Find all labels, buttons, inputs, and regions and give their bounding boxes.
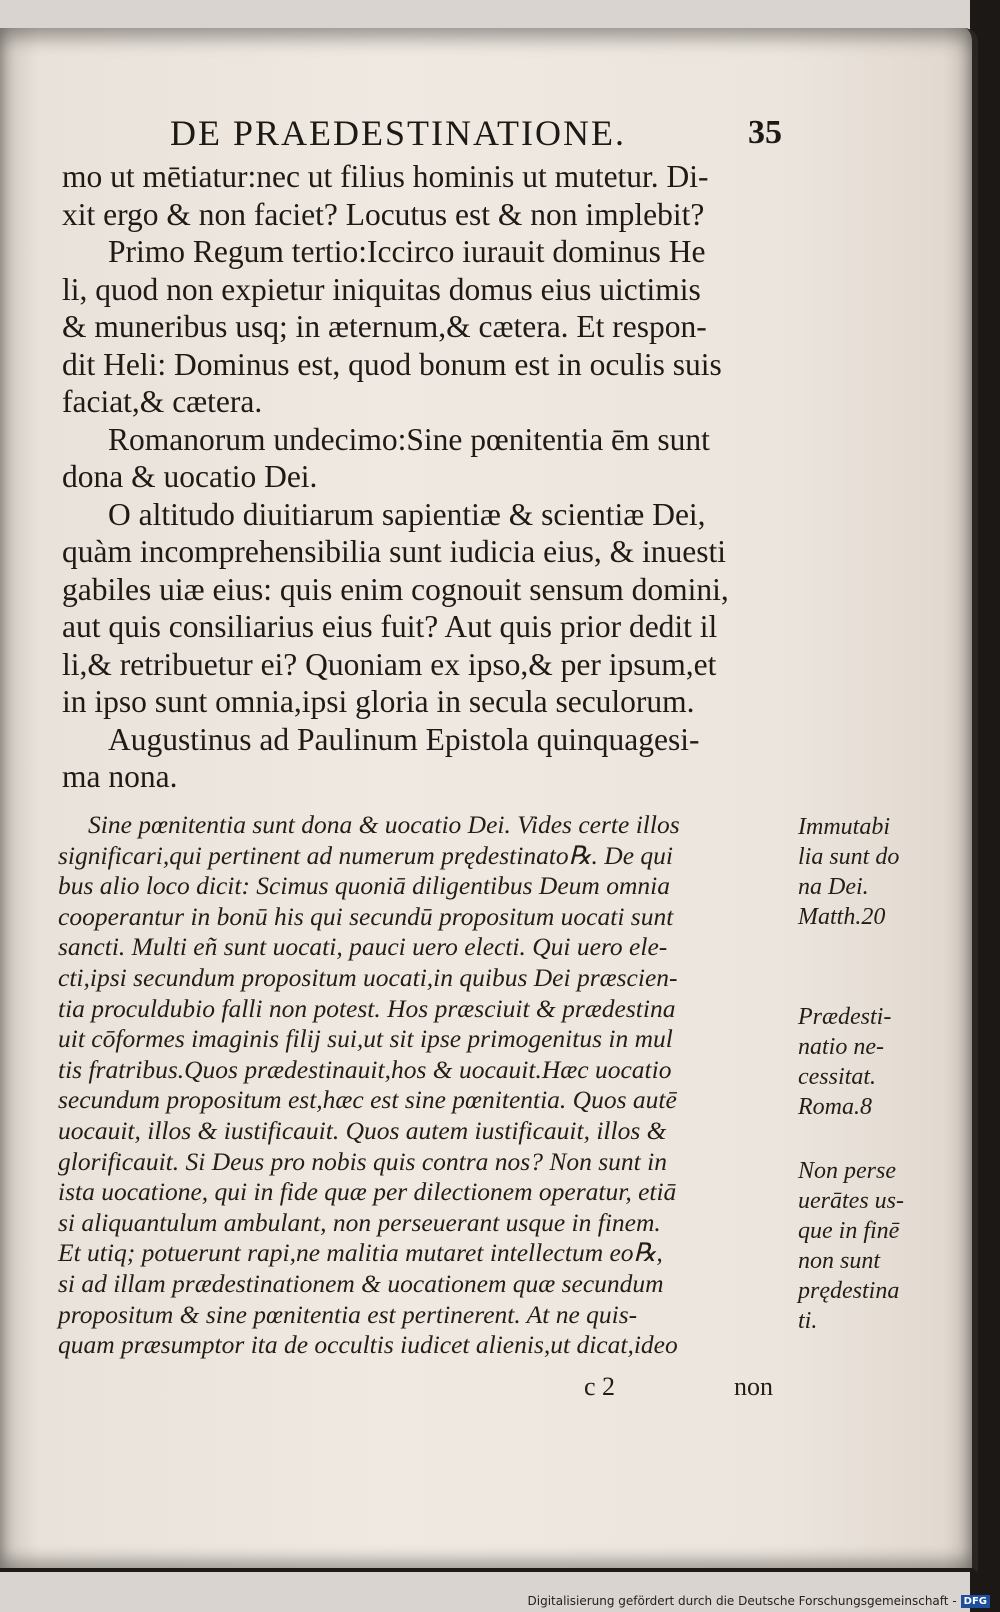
text-line: O altitudo diuitiarum sapientiæ & scientiæ Dei, [108,496,706,532]
quote-line: secundum propositum est,hæc est sine pœnitentia. Quos autē [58,1085,677,1115]
margin-note-line: Prædesti- [798,1004,892,1030]
text-line: xit ergo & non faciet? Locutus est & non implebit? [62,196,705,232]
quote-line: Et utiq; potuerunt rapi,ne malitia mutaret intellectum eo℞, [58,1238,663,1268]
quote-line: uocauit, illos & iustificauit. Quos autem iustificauit, illos & [58,1115,667,1145]
text-line: Augustinus ad Paulinum Epistola quinquagesi- [108,721,700,757]
text-line: aut quis consiliarius eius fuit? Aut quis prior dedit il [62,609,718,644]
margin-note-line: na Dei. [798,874,869,900]
margin-note-perseverance [798,1156,928,1336]
quote-line: cooperantur in bonū his qui secundū propositum uocati sunt [58,901,674,931]
margin-note-line: Roma.8 [798,1094,872,1120]
text-line: li,& retribuetur ei? Quoniam ex ipso,& per ipsum,et [62,646,717,682]
quote-line: tia proculdubio falli non potest. Hos præsciuit & prædestina [58,993,676,1023]
quote-line: cti,ipsi secundum propositum uocati,in quibus Dei præscien- [58,962,678,992]
margin-note-line: prędestina [798,1278,900,1304]
margin-note-line: uerātes us- [798,1188,904,1214]
text-line: mo ut mētiatur:nec ut filius hominis ut mutetur. Di- [62,159,709,194]
text-line: Primo Regum tertio:Iccirco iurauit dominus He [108,234,706,269]
quote-line: tis fratribus.Quos prædestinauit,hos & uocauit.Hæc uocatio [58,1054,672,1084]
margin-note-line: non sunt [798,1248,881,1274]
quote-line: si aliquantulum ambulant, non perseuerant usque in finem. [58,1207,661,1237]
text-line: in ipso sunt omnia,ipsi gloria in secula seculorum. [62,684,695,719]
running-title: DE PRAEDESTINATIONE. [170,113,626,153]
text-line: li, quod non expietur iniquitas domus eius uictimis [62,271,701,307]
text-line: & muneribus usq; in æternum,& cætera. Et respon- [62,309,707,344]
text-line: dit Heli: Dominus est, quod bonum est in oculis suis [62,346,722,382]
quote-line: glorificauit. Si Deus pro nobis quis contra nos? Non sunt in [58,1146,667,1176]
margin-note-line: ti. [798,1308,818,1334]
text-line: Romanorum undecimo:Sine pœnitentia ēm sunt [108,421,710,457]
quote-line: uit cōformes imaginis filij sui,ut sit ipse primogenitus in mul [58,1024,673,1054]
margin-note-line: Matth.20 [798,904,886,930]
quote-line: sancti. Multi eñ sunt uocati, pauci uero electi. Qui uero ele- [58,932,668,962]
quote-line: ista uocatione, qui in fide quæ per dilectionem operatur, etiā [58,1177,677,1207]
text-line: quàm incomprehensibilia sunt iudicia eius, & inuesti [62,534,727,569]
margin-note-line: lia sunt do [798,844,900,870]
margin-note-line: Immutabi [798,814,890,840]
augustine-quotation [58,810,788,1361]
text-line: faciat,& cætera. [62,384,263,419]
margin-note-line: que in finē [798,1218,900,1244]
main-text-block [62,158,782,796]
text-line: ma nona. [62,759,178,794]
signature-mark: c 2 [584,1372,616,1401]
quote-line: propositum & sine pœnitentia est pertinerent. At ne quis- [58,1299,638,1329]
margin-note-line: natio ne- [798,1034,884,1060]
margin-note-necessity [798,1002,928,1122]
text-line: dona & uocatio Dei. [62,459,318,494]
folio-number: 35 [748,114,782,151]
text-line: gabiles uiæ eius: quis enim cognouit sensum domini, [62,571,729,607]
credit-text: Digitalisierung gefördert durch die Deutsche Forschungsgemeinschaft - [527,1594,957,1608]
quote-line: si ad illam prædestinationem & uocationem quæ secundum [58,1268,664,1298]
margin-note-line: cessitat. [798,1064,876,1090]
quote-line: bus alio loco dicit: Scimus quoniā diligentibus Deum omnia [58,871,670,901]
quote-line: significari,qui pertinent ad numerum prędestinato℞. De qui [58,840,673,870]
margin-note-line: Non perse [798,1158,896,1184]
catchword: non [734,1372,773,1401]
dfg-logo: DFG [961,1595,990,1608]
digitization-credit [528,1594,991,1608]
quote-line: Sine pœnitentia sunt dona & uocatio Dei. Vides certe illos [88,810,680,839]
quote-line: quam præsumptor ita de occultis iudicet alienis,ut dicat,ideo [58,1330,678,1360]
margin-note-immutable [798,812,928,932]
